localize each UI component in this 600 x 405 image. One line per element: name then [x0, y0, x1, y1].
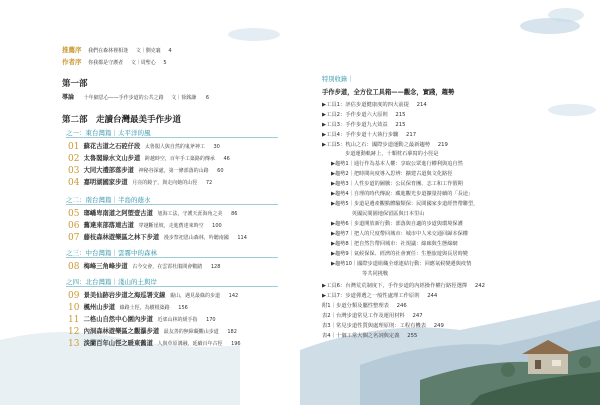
- trail-number: 11: [68, 315, 80, 325]
- trail-entry[interactable]: [68, 153, 230, 164]
- trail-name: 瑯嶠卑南道之阿塱壹古道: [83, 210, 153, 217]
- trail-page: 142: [228, 293, 239, 299]
- trail-description: 親山，遇見最綠的步道: [170, 293, 221, 299]
- appendix-entry[interactable]: [322, 301, 407, 309]
- introduction-author: 文｜徐銘謙: [171, 95, 197, 101]
- trail-page: 196: [231, 341, 241, 347]
- trail-name: 二格山自然中心園內步道: [83, 316, 153, 323]
- trail-number: 12: [68, 327, 80, 337]
- trail-number: 04: [68, 178, 80, 188]
- preface-page: 5: [163, 60, 167, 66]
- special-section-heading: 特別收錄｜: [322, 76, 354, 83]
- appendix-page: 242: [474, 283, 485, 289]
- trail-page: 60: [217, 168, 224, 174]
- appendix-entry[interactable]: [322, 321, 444, 329]
- trend-item[interactable]: ▶趨勢7｜把人的尺度帶回城市：城市中人米交通回歸本保權: [331, 231, 468, 237]
- appendix-page: 247: [412, 313, 423, 319]
- trail-description: 跨越時空，百年手工築路的傳承: [144, 156, 215, 162]
- toolbox-page: 215: [395, 112, 406, 118]
- trend-item[interactable]: ▶趨勢4｜自理的時代傳說：藏進觀光步道擴量持續的「長途」: [331, 191, 474, 197]
- trail-name: 太魯閣綠水文山步道: [83, 155, 141, 162]
- trail-name: 內洞森林遊樂區之觀瀑步道: [83, 328, 160, 335]
- section-heading-north: 之四：北台灣篇｜淺山的土與岸: [66, 278, 157, 286]
- part-one-title: 第一部: [62, 79, 88, 89]
- trail-number: 02: [68, 154, 80, 164]
- trail-description: 人與草原溝融，延續百年古徑: [157, 341, 223, 347]
- trend-item-continuation: 等共同挑戰: [331, 271, 389, 277]
- trail-page: 100: [212, 223, 222, 229]
- trend-item[interactable]: ▶趨勢9｜氣候保保、經濟的社會實任：生態旅遊與長居時變: [331, 251, 468, 257]
- trail-name: 藤枝森林遊樂區之林下步道: [83, 234, 160, 241]
- toolbox-title: ▶工具4：手作步道十大執行步驟: [322, 132, 399, 138]
- trail-name: 舊達來部落連古道: [83, 222, 134, 229]
- trail-number: 05: [68, 209, 80, 219]
- trail-entry[interactable]: [68, 208, 237, 219]
- toolbox-entry[interactable]: [322, 110, 406, 118]
- trail-name: 淡蘭百年山徑之暖東舊道: [83, 340, 153, 347]
- toolbox-title: ▶工具5：枕山之石：國際步道運動之最新趨勢: [322, 142, 431, 148]
- trail-number: 01: [68, 142, 80, 152]
- toolbox-page: 215: [395, 122, 406, 128]
- trend-item[interactable]: ▶趨勢5｜步道是遺產觀點體驗類保：民間國家步道經營帶聯型，: [331, 201, 479, 207]
- appendix-entry[interactable]: [322, 291, 437, 299]
- toolbox-page: 214: [416, 102, 427, 108]
- introduction-page: 6: [205, 95, 210, 101]
- appendix-page: 249: [433, 323, 444, 329]
- part-two-title: 第二部 走讀台灣最美手作步道: [62, 115, 182, 125]
- preface-author: 文｜周聖心: [130, 60, 156, 66]
- section-divider: [66, 204, 278, 205]
- trail-entry[interactable]: [68, 165, 224, 176]
- trail-entry[interactable]: [68, 290, 238, 301]
- trail-number: 09: [68, 291, 80, 301]
- trend-item[interactable]: ▶趨勢10｜國際步道組織全球連結行動：回應氣候變遷與疫情: [331, 261, 472, 267]
- trail-entry[interactable]: [68, 232, 247, 243]
- appendix-entry[interactable]: [322, 331, 417, 339]
- appendix-title: ▶工具7：步道彈選之一般性處理工作原則: [322, 293, 420, 299]
- appendix-entry[interactable]: [322, 311, 423, 319]
- trail-name: 梅峰三角峰步道: [83, 263, 128, 270]
- toolbox-page: 219: [437, 142, 448, 148]
- trail-entry[interactable]: [68, 220, 222, 231]
- appendix-page: 244: [427, 293, 438, 299]
- trail-number: 07: [68, 233, 80, 243]
- trail-entry[interactable]: [68, 326, 237, 337]
- trend-item[interactable]: ▶趨勢1｜通行作為基本人權：享取公眾進行權利與追自然: [331, 161, 463, 167]
- trail-number: 13: [68, 339, 80, 349]
- trail-description: 太魯閣人與自然的鬼斧神工: [144, 144, 205, 150]
- trail-entry[interactable]: [68, 141, 220, 152]
- appendix-title: 附1｜步道分類及屬性整理表: [322, 303, 389, 309]
- special-section-subtitle: 手作步道，全方位工具箱——觀念，實踐，趨勢: [322, 89, 455, 96]
- trail-description: 月亮的鏡子，與走向她的山徑: [132, 180, 198, 186]
- appendix-title: 表4｜十個工常大個之名詞與定義: [322, 333, 400, 339]
- section-heading-central: 之三：中台灣篇｜雲霧中的森林: [66, 249, 157, 257]
- trend-item[interactable]: ▶趨勢6｜步道開放新行動：部落與自適的步道與環境保護: [331, 221, 463, 227]
- preface-author: 文｜劉克襄: [135, 48, 161, 54]
- trail-entry[interactable]: [68, 314, 216, 325]
- trail-page: 182: [227, 329, 237, 335]
- trail-page: 128: [210, 264, 221, 270]
- toolbox-continuation: 步道運動軌跡上，十顆枕石摹寫的小徑是: [345, 151, 439, 157]
- trail-number: 10: [68, 303, 80, 313]
- trail-entry[interactable]: [68, 338, 241, 349]
- trail-page: 156: [178, 305, 188, 311]
- preface-author-note[interactable]: [62, 57, 167, 66]
- trail-description: 近郊山林的緩手指: [157, 317, 198, 323]
- toolbox-entry[interactable]: [322, 140, 448, 148]
- section-divider: [66, 257, 278, 258]
- section-divider: [66, 137, 278, 138]
- section-divider: [66, 286, 278, 287]
- appendix-title: 表2｜台灣步道常見工作及運用材料: [322, 313, 405, 319]
- trail-number: 03: [68, 166, 80, 176]
- preface-title: 你我都是守護者: [88, 60, 124, 66]
- toolbox-title: ▶工具2：手作步道六大原則: [322, 112, 388, 118]
- preface-label: 推薦序: [62, 46, 82, 54]
- toolbox-entry[interactable]: [322, 100, 427, 108]
- trend-item-continuation: 英國民間園地保留區與日本里山: [331, 211, 425, 217]
- trail-name: 嘉明湖國家步道: [83, 179, 128, 186]
- trail-description: 神秘谷深處，第一條部落的山路: [138, 168, 209, 174]
- appendix-title: ▶工具6：台灣荒荒制度下，手作步道的內經操作權行路徑選擇: [322, 283, 468, 289]
- trend-item[interactable]: ▶趨勢8｜把自然告帶回城市：社規議：綠廊與生態綠網: [331, 241, 458, 247]
- trail-page: 86: [231, 211, 238, 217]
- toolbox-title: ▶工具1：評估步道健康度的四大前提: [322, 102, 409, 108]
- trail-name: 蘇花古道之石硿仔段: [83, 143, 141, 150]
- introduction-entry[interactable]: [62, 92, 209, 101]
- appendix-page: 246: [396, 303, 407, 309]
- introduction-title: 十年細思心——手作步道的公共之路: [83, 95, 164, 101]
- preface-title: 我們在森林裡相逢: [88, 48, 129, 54]
- preface-page: 4: [168, 48, 172, 54]
- appendix-page: 255: [407, 333, 418, 339]
- trail-entry[interactable]: [68, 302, 188, 313]
- trail-number: 06: [68, 221, 80, 231]
- section-heading-east: 之一：東台灣篇｜太平洋的風: [66, 129, 151, 137]
- toolbox-title: ▶工具3：手作步道九大效益: [322, 122, 388, 128]
- trail-name: 大同大禮部落步道: [83, 167, 134, 174]
- trail-description: 旭海工法，守護天涯海角之美: [157, 211, 223, 217]
- trail-page: 114: [237, 235, 247, 241]
- trail-description: 古今交會，在雲霄杜鵑間會數踏: [132, 264, 203, 270]
- trail-page: 72: [205, 180, 213, 186]
- appendix-entry[interactable]: [322, 281, 485, 289]
- trail-description: 漫步祭祀恩山森林，吟聽南國: [163, 235, 229, 241]
- toolbox-entry[interactable]: [322, 130, 416, 138]
- trail-name: 楓州山步道: [83, 304, 116, 311]
- trail-entry[interactable]: [68, 261, 220, 272]
- introduction-label: 導論: [62, 94, 75, 101]
- trail-number: 08: [68, 262, 80, 272]
- trail-page: 46: [223, 156, 230, 162]
- trend-item[interactable]: ▶趨勢2｜把時間向度導入思辨：擴建古道與文化路徑: [331, 171, 453, 177]
- trend-item[interactable]: ▶趨勢3｜人性步道的圖騰：公民保育團、志工和工作假期: [331, 181, 463, 187]
- trail-name: 景美仙跡岩步道之海巡署支線: [83, 292, 166, 299]
- trail-description: 綠路土徑，為樹根築路: [119, 305, 170, 311]
- toolbox-page: 217: [406, 132, 417, 138]
- appendix-title: 表3｜常見步道性質與處理原則：工程有機表: [322, 323, 427, 329]
- trail-page: 170: [206, 317, 216, 323]
- preface-recommend[interactable]: [62, 45, 172, 54]
- trail-entry[interactable]: [68, 177, 212, 188]
- trail-page: 30: [213, 144, 220, 150]
- trail-description: 最友善的無障礙觀山步道: [163, 329, 219, 335]
- preface-label: 作者序: [62, 58, 82, 66]
- trail-description: 穿越斷崖坡，走進舊達來時空: [138, 223, 204, 229]
- section-heading-south: 之二：南台灣篇｜半島的蔭水: [66, 196, 151, 204]
- toolbox-entry[interactable]: [322, 120, 406, 128]
